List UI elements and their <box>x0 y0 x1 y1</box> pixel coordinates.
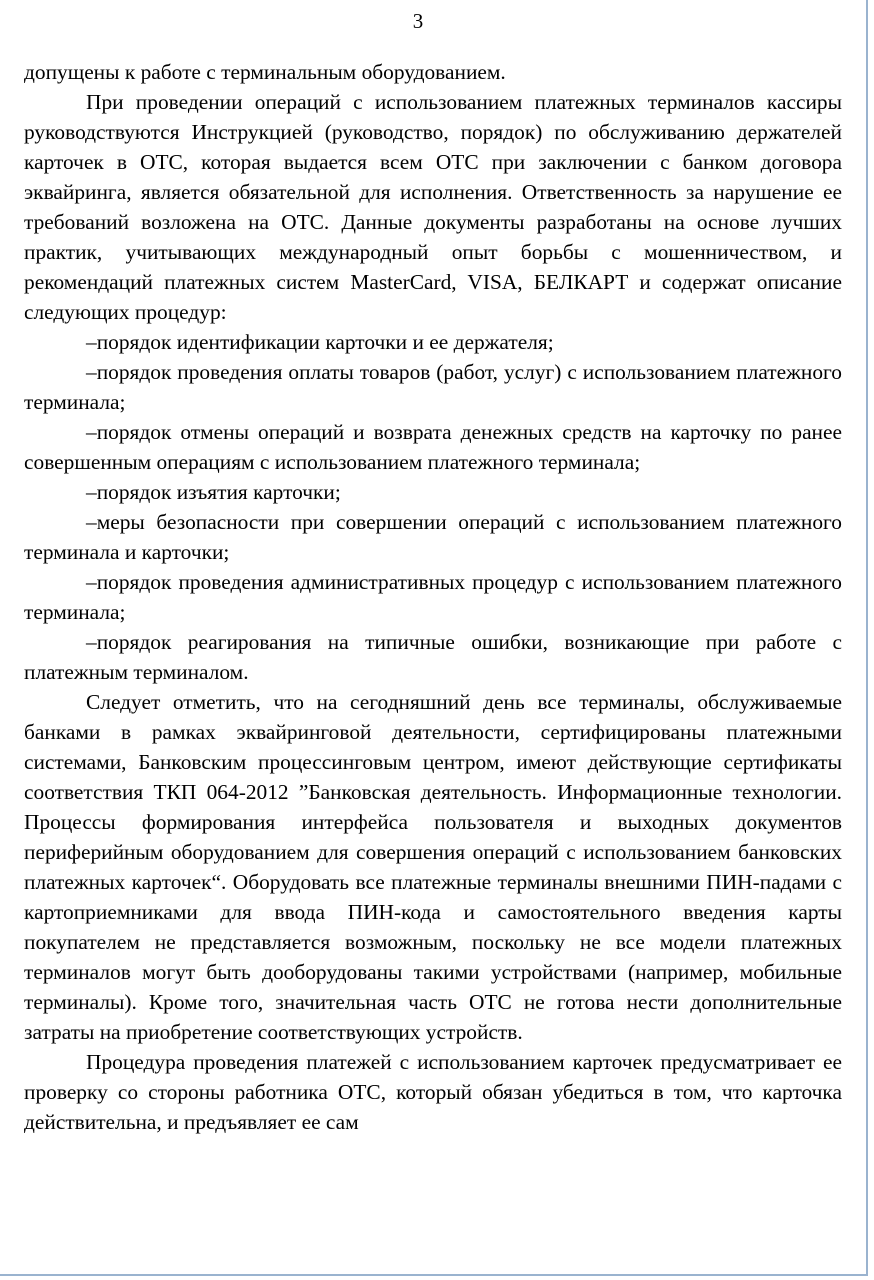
list-item-4: –порядок изъятия карточки; <box>86 480 341 504</box>
paragraph-4: Процедура проведения платежей с использованием карточек предусматривает ее проверку со стороны работника ОТС, который обязан убедиться в том, что карточка действительна, и предъявляет ее сам <box>24 1050 842 1134</box>
body-text <box>24 57 842 1137</box>
paragraph-2: При проведении операций с использованием платежных терминалов кассиры руководствуются Инструкцией (руководство, порядок) по обслуживанию держателей карточек в ОТС, которая выдается всем ОТС при заключении с банком договора эквайринга, является обязательной для исполнения. Ответственность за нарушение ее требований возложена на ОТС. Данные документы разработаны на основе лучших практик, учитывающих международный опыт борьбы с мошенничеством, и рекомендаций платежных систем MasterCard, VISA, БЕЛКАРТ и содержат описание следующих процедур: <box>24 90 842 324</box>
list-item-6: –порядок проведения административных процедур с использованием платежного терминала; <box>24 570 842 624</box>
page-number: 3 <box>412 9 424 33</box>
paragraph-3: Следует отметить, что на сегодняшний день все терминалы, обслуживаемые банками в рамках эквайринговой деятельности, сертифицированы платежными системами, Банковским процессинговым центром, имеют действующие сертификаты соответствия ТКП 064-2012 ”Банковская деятельность. Информационные технологии. Процессы формирования интерфейса пользователя и выходных документов периферийным оборудованием для совершения операций с использованием банковских платежных карточек“. Оборудовать все платежные терминалы внешними ПИН-падами с картоприемниками для ввода ПИН-кода и самостоятельного введения карты покупателем не представляется возможным, поскольку не все модели платежных терминалов могут быть дооборудованы такими устройствами (например, мобильные терминалы). Кроме того, значительная часть ОТС не готова нести дополнительные затраты на приобретение соответствующих устройств. <box>24 690 842 1044</box>
paragraph-1: допущены к работе с терминальным оборудованием. <box>24 60 506 84</box>
list-item-7: –порядок реагирования на типичные ошибки, возникающие при работе с платежным терминалом. <box>24 630 842 684</box>
list-item-3: –порядок отмены операций и возврата денежных средств на карточку по ранее совершенным операциям с использованием платежного терминала; <box>24 420 842 474</box>
list-item-1: –порядок идентификации карточки и ее держателя; <box>86 330 554 354</box>
list-item-2: –порядок проведения оплаты товаров (работ, услуг) с использованием платежного терминала; <box>24 360 842 414</box>
list-item-5: –меры безопасности при совершении операций с использованием платежного терминала и карточки; <box>24 510 842 564</box>
